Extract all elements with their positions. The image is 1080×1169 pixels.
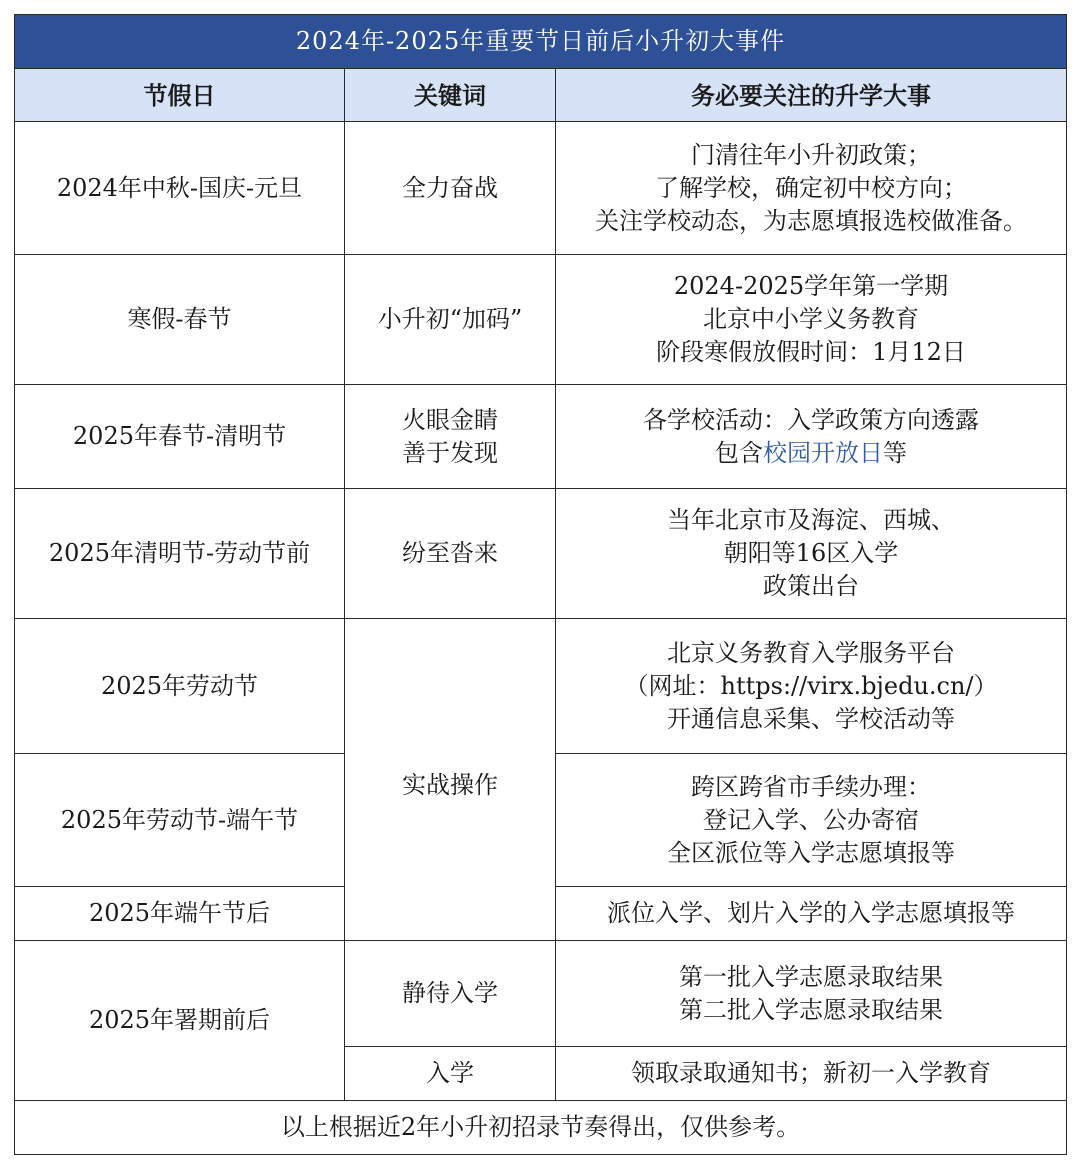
- event-line: 朝阳等16区入学: [723, 539, 899, 567]
- header-holiday: 节假日: [15, 69, 345, 122]
- events-cell: [556, 489, 1067, 619]
- table-row: [15, 489, 1067, 619]
- table-row: [15, 619, 1067, 754]
- events-cell: [556, 385, 1067, 489]
- keyword-text: 实战操作: [402, 771, 498, 799]
- keyword-cell: [345, 619, 556, 941]
- campus-open-day-highlight: 校园开放日: [763, 438, 884, 467]
- event-line: 阶段寒假放假时间：1月12日: [656, 338, 966, 366]
- events-cell: 派位入学、划片入学的入学志愿填报等: [556, 887, 1067, 941]
- event-line: 当年北京市及海淀、西城、: [667, 506, 956, 534]
- header-row: [15, 69, 1067, 122]
- keyword-cell: 入学: [345, 1047, 556, 1101]
- keyword-cell: 静待入学: [345, 941, 556, 1047]
- event-line: 跨区跨省市手续办理：: [691, 772, 932, 801]
- event-line: 第一批入学志愿录取结果: [679, 962, 944, 991]
- event-line: 关注学校动态，为志愿填报选校做准备。: [595, 206, 1028, 235]
- header-events: 务必要关注的升学大事: [556, 69, 1067, 122]
- events-cell: [556, 941, 1067, 1047]
- event-line: 各学校活动：入学政策方向透露: [643, 405, 980, 434]
- holiday-cell: 2025年劳动节: [15, 619, 345, 754]
- events-cell: [556, 255, 1067, 385]
- keyword-line: 火眼金睛: [402, 405, 498, 434]
- event-line: 门清往年小升初政策；: [691, 140, 932, 169]
- holiday-cell: 寒假-春节: [15, 255, 345, 385]
- event-prefix: 包含: [715, 438, 764, 467]
- events-cell: [556, 619, 1067, 754]
- event-line: [560, 437, 1062, 470]
- keyword-line: 善于发现: [402, 438, 498, 467]
- header-keyword: 关键词: [345, 69, 556, 122]
- event-line: 全区派位等入学志愿填报等: [667, 838, 956, 867]
- event-line: 登记入学、公办寄宿: [703, 805, 920, 834]
- holiday-cell: 2025年春节-清明节: [15, 385, 345, 489]
- table-row: [15, 255, 1067, 385]
- table-row: [15, 941, 1067, 1047]
- event-line: 政策出台: [763, 572, 860, 600]
- footer-row: [15, 1101, 1067, 1155]
- event-suffix: 等: [883, 438, 908, 467]
- keyword-cell: [345, 385, 556, 489]
- holiday-cell: 2025年清明节-劳动节前: [15, 489, 345, 619]
- event-line: 2024-2025学年第一学期: [673, 272, 949, 300]
- event-line: 北京义务教育入学服务平台: [667, 638, 956, 667]
- schedule-table: [14, 14, 1067, 1155]
- keyword-cell: 小升初“加码”: [345, 255, 556, 385]
- events-cell: 领取录取通知书；新初一入学教育: [556, 1047, 1067, 1101]
- table-row: [15, 122, 1067, 255]
- events-cell: [556, 754, 1067, 887]
- keyword-cell: 纷至沓来: [345, 489, 556, 619]
- footer-note: 以上根据近2年小升初招录节奏得出，仅供参考。: [15, 1101, 1067, 1155]
- holiday-cell: 2025年署期前后: [15, 941, 345, 1101]
- holiday-cell: 2025年端午节后: [15, 887, 345, 941]
- title-row: [15, 15, 1067, 69]
- table-title: 2024年-2025年重要节日前后小升初大事件: [15, 15, 1067, 69]
- event-line: 第二批入学志愿录取结果: [679, 995, 944, 1024]
- events-cell: [556, 122, 1067, 255]
- event-line: 开通信息采集、学校活动等: [667, 704, 956, 733]
- holiday-cell: 2024年中秋-国庆-元旦: [15, 122, 345, 255]
- event-line: 了解学校，确定初中校方向；: [655, 173, 968, 202]
- holiday-cell: 2025年劳动节-端午节: [15, 754, 345, 887]
- event-line: （网址：https://virx.bjedu.cn/）: [624, 671, 998, 700]
- table-row: [15, 385, 1067, 489]
- event-line: 北京中小学义务教育: [703, 305, 920, 333]
- keyword-cell: 全力奋战: [345, 122, 556, 255]
